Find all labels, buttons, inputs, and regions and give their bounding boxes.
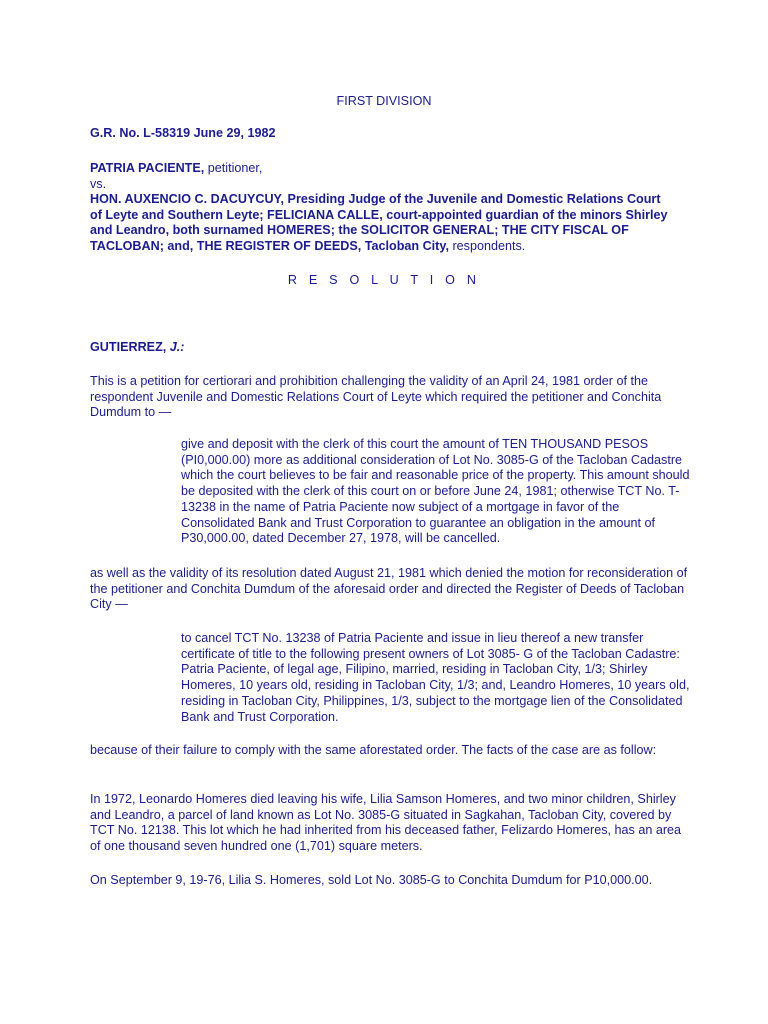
- respondents-role: respondents.: [448, 239, 526, 254]
- respondents-block: [90, 192, 670, 255]
- versus: vs.: [90, 177, 107, 191]
- quoted-order-2: to cancel TCT No. 13238 of Patria Paciente and issue in lieu thereof a new transfer certificate of title to the following present owners of Lot 3085- G of the Tacloban Cadastre: Patria Paciente, of legal age, Filipino, married, residing in Tacloban City, 1/3; Shirley Homeres, 10 years old, residing in Tacloban City, 1/3; and, Leandro Homeres, 10 years old, residing in Tacloban City, Philippines, 1/3, subject to the mortgage lien of the Consolidated Bank and Trust Corporation.: [181, 631, 690, 724]
- ponente: GUTIERREZ, J.:: [90, 340, 185, 354]
- paragraph-5: On September 9, 19-76, Lilia S. Homeres, sold Lot No. 3085-G to Conchita Dumdum for P10,000.00.: [90, 873, 653, 887]
- case-number: G.R. No. L-58319 June 29, 1982: [90, 126, 276, 140]
- paragraph-3: because of their failure to comply with the same aforestated order. The facts of the case are as follow:: [90, 743, 657, 757]
- petitioner-line: [90, 161, 690, 177]
- paragraph-1: This is a petition for certiorari and prohibition challenging the validity of an April 24, 1981 order of the respondent Juvenile and Domestic Relations Court of Leyte which required the petitioner and Conchita Dumdum to —: [90, 374, 662, 420]
- petitioner-name: PATRIA PACIENTE,: [90, 161, 205, 175]
- paragraph-2: as well as the validity of its resolution dated August 21, 1981 which denied the motion for reconsideration of the petitioner and Conchita Dumdum of the aforesaid order and directed the Register of Deeds of Tacloban City —: [90, 566, 688, 612]
- division-heading: FIRST DIVISION: [336, 94, 432, 108]
- document-type: R E S O L U T I O N: [287, 273, 481, 287]
- paragraph-4: In 1972, Leonardo Homeres died leaving his wife, Lilia Samson Homeres, and two minor children, Shirley and Leandro, a parcel of land known as Lot No. 3085-G situated in Sagkahan, Tacloban City, covered by TCT No. 12138. This lot which he had inherited from his deceased father, Felizardo Homeres, has an area of one thousand seven hundred one (1,701) square meters.: [90, 792, 682, 854]
- petitioner-role: petitioner,: [204, 161, 263, 175]
- quoted-order-1: give and deposit with the clerk of this court the amount of TEN THOUSAND PESOS (PI0,000.00) more as additional consideration of Lot No. 3085-G of the Tacloban Cadastre which the court believes to be fair and reasonable price of the property. This amount should be deposited with the clerk of this court on or before June 24, 1981; otherwise TCT No. T-13238 in the name of Patria Paciente now subject of a mortgage in favor of the Consolidated Bank and Trust Corporation to guarantee an obligation in the amount of P30,000.00, dated December 27, 1978, will be cancelled.: [181, 437, 690, 546]
- respondents-names: HON. AUXENCIO C. DACUYCUY, Presiding Judge of the Juvenile and Domestic Relations Court of Leyte and Southern Leyte; FELICIANA CALLE, court-appointed guardian of the minors Shirley and Leandro, both surnamed HOMERES; the SOLICITOR GENERAL; THE CITY FISCAL OF TACLOBAN; and, THE REGISTER OF DEEDS, Tacloban City,: [90, 192, 668, 254]
